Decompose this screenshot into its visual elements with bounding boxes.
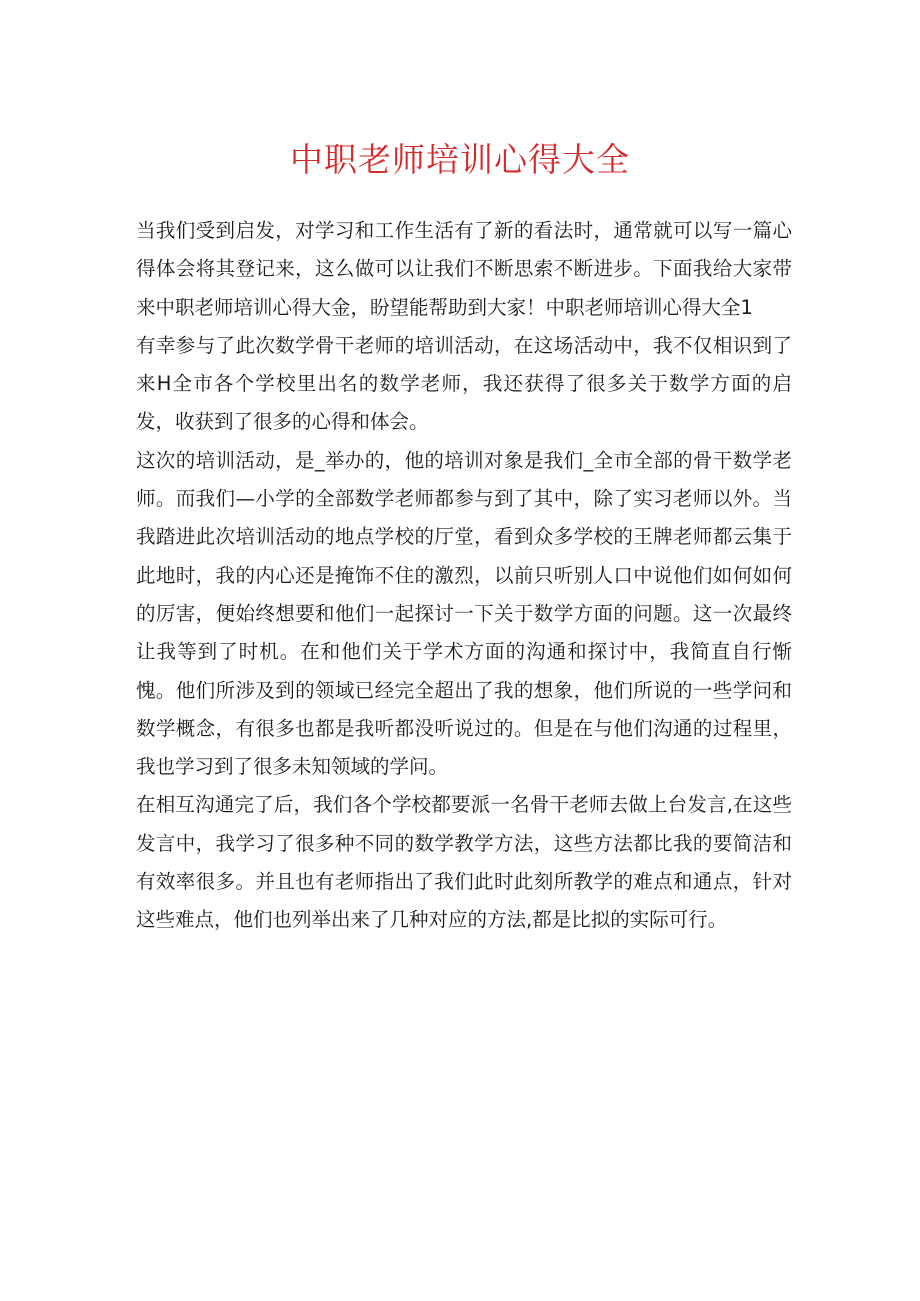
- paragraph-training: 有幸参与了此次数学骨干老师的培训活动，在这场活动中，我不仅相识到了来H全市各个学校里出名的数学老师，我还获得了很多关于数学方面的启发，收获到了很多的心得和体会。: [136, 333, 792, 434]
- document-title: 中职老师培训心得大全: [290, 140, 630, 179]
- paragraph-communication: 在相互沟通完了后，我们各个学校都要派一名骨干老师去做上台发言,在这些发言中，我学习了很多种不同的数学教学方法，这些方法都比我的要简洁和有效率很多。并且也有老师指出了我们此时此刻所教学的难点和通点，针对这些难点，他们也列举出来了几种对应的方法,都是比拟的实际可行。: [136, 793, 792, 932]
- paragraph-intro: 当我们受到启发，对学习和工作生活有了新的看法时，通常就可以写一篇心得体会将其登记来，这么做可以让我们不断思索不断进步。下面我给大家带来中职老师培训心得大金，盼望能帮助到大家！中职老师培训心得大全1: [136, 219, 792, 319]
- paragraph-activity: 这次的培训活动，是_举办的，他的培训对象是我们_全市全部的骨干数学老师。而我们—小学的全部数学老师都参与到了其中，除了实习老师以外。当我踏进此次培训活动的地点学校的厅堂，看到众多学校的王牌老师都云集于此地时，我的内心还是掩饰不住的激烈，以前只听别人口中说他们如何如何的厉害，便始终想要和他们一起探讨一下关于数学方面的问题。这一次最终让我等到了时机。在和他们关于学术方面的沟通和探讨中，我简直自行惭愧。他们所涉及到的领域已经完全超出了我的想象，他们所说的一些学问和数学概念，有很多也都是我听都没听说过的。但是在与他们沟通的过程里，我也学习到了很多未知领域的学问。: [136, 448, 792, 779]
- document-body: [136, 212, 792, 940]
